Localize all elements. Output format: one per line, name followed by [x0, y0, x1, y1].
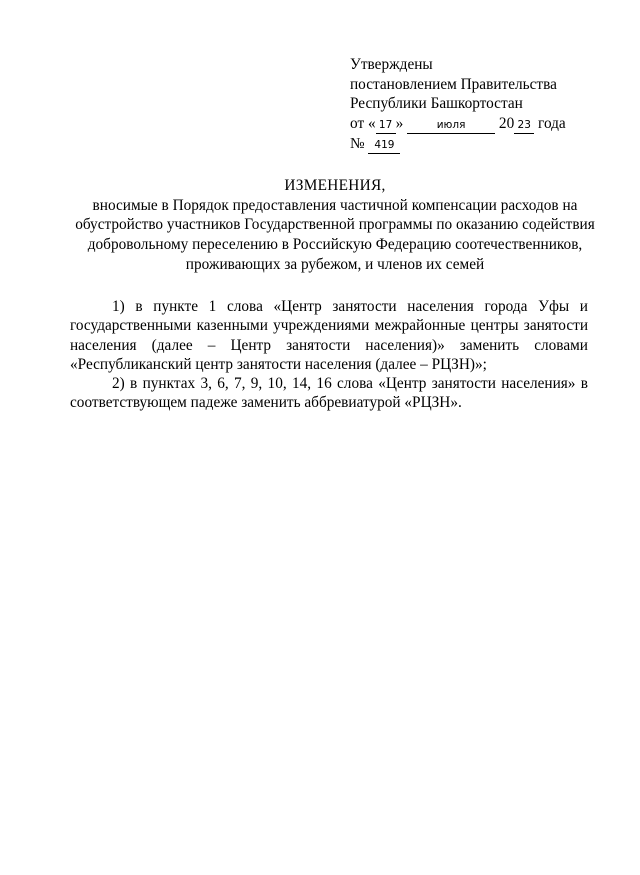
document-heading: [60, 176, 610, 275]
approval-line: Республики Башкортостан: [350, 95, 523, 112]
approval-block: [350, 55, 620, 154]
approval-number: [350, 134, 620, 154]
paragraph-item-2: 2) в пунктах 3, 6, 7, 9, 10, 14, 16 слова «Центр занятости населения» в соответствующем падеже заменить аббревиатурой «РЦЗН».: [70, 375, 588, 412]
document-body: [70, 297, 588, 413]
date-year-suffix: 23: [514, 118, 534, 134]
document-number: 419: [368, 138, 400, 154]
document-subtitle: вносимые в Порядок предоставления частичной компенсации расходов на обустройство участников Государственной программы по оказанию содействия добровольному переселению в Российскую Федерацию соотечественников, проживающих за рубежом, и членов их семей: [75, 196, 595, 273]
approval-line: постановлением Правительства: [350, 75, 557, 93]
paragraph-item-1: 1) в пункте 1 слова «Центр занятости населения города Уфы и государственными казенными учреждениями межрайонные центры занятости населения (далее – Центр занятости населения)» заменить словами «Республиканский центр занятости населения (далее – РЦЗН)»;: [70, 298, 588, 373]
date-day: 17: [376, 118, 396, 134]
date-month: июля: [407, 118, 495, 134]
approval-line: Утверждены: [350, 56, 433, 73]
date-year-prefix: 20: [498, 114, 515, 132]
date-day-close: »: [395, 114, 404, 132]
date-year-word: года: [538, 114, 566, 132]
document-title: ИЗМЕНЕНИЯ,: [284, 177, 386, 194]
date-prefix: от «: [350, 114, 376, 132]
approval-date: [350, 114, 620, 134]
number-prefix: №: [350, 134, 365, 152]
